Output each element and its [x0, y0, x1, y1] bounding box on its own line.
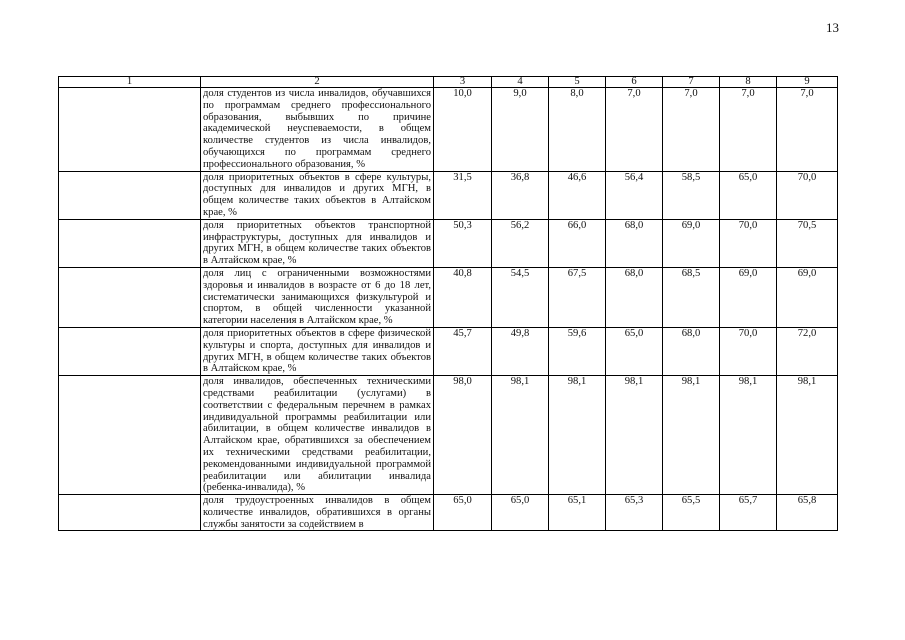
value-cell: 66,0	[549, 219, 606, 267]
empty-cell	[59, 376, 201, 495]
value-cell: 7,0	[606, 88, 663, 172]
indicator-description: доля приоритетных объектов транспортной инфраструктуры, доступных для инвалидов и других МГН, в общем количестве таких объектов в Алтайском крае, %	[201, 219, 434, 267]
value-cell: 65,8	[777, 495, 838, 531]
value-cell: 59,6	[549, 327, 606, 375]
column-header: 2	[201, 77, 434, 88]
value-cell: 70,0	[720, 219, 777, 267]
value-cell: 98,0	[434, 376, 492, 495]
value-cell: 65,7	[720, 495, 777, 531]
value-cell: 68,0	[606, 267, 663, 327]
value-cell: 8,0	[549, 88, 606, 172]
column-header: 3	[434, 77, 492, 88]
value-cell: 56,4	[606, 171, 663, 219]
value-cell: 65,5	[663, 495, 720, 531]
column-header: 1	[59, 77, 201, 88]
value-cell: 67,5	[549, 267, 606, 327]
value-cell: 68,5	[663, 267, 720, 327]
value-cell: 69,0	[777, 267, 838, 327]
indicator-description: доля студентов из числа инвалидов, обучавшихся по программам среднего профессионального образования, выбывших по причине академической неуспеваемости, в общем количестве студентов из числа инвалидов, обучающихся по программам среднего профессионального образования, %	[201, 88, 434, 172]
empty-cell	[59, 171, 201, 219]
table-header-row	[59, 77, 838, 88]
table-row	[59, 376, 838, 495]
value-cell: 9,0	[492, 88, 549, 172]
value-cell: 65,0	[720, 171, 777, 219]
table-row	[59, 495, 838, 531]
table-row	[59, 171, 838, 219]
page-number: 13	[826, 20, 839, 35]
column-header: 4	[492, 77, 549, 88]
value-cell: 54,5	[492, 267, 549, 327]
value-cell: 72,0	[777, 327, 838, 375]
table-row	[59, 327, 838, 375]
value-cell: 45,7	[434, 327, 492, 375]
column-header: 8	[720, 77, 777, 88]
value-cell: 69,0	[720, 267, 777, 327]
value-cell: 68,0	[606, 219, 663, 267]
value-cell: 40,8	[434, 267, 492, 327]
empty-cell	[59, 327, 201, 375]
indicator-description: доля приоритетных объектов в сфере физической культуры и спорта, доступных для инвалидов и других МГН, в общем количестве таких объектов в Алтайском крае, %	[201, 327, 434, 375]
value-cell: 98,1	[663, 376, 720, 495]
value-cell: 98,1	[777, 376, 838, 495]
table-row	[59, 88, 838, 172]
indicator-description: доля инвалидов, обеспеченных техническими средствами реабилитации (услугами) в соответствии с федеральным перечнем в рамках индивидуальной программы реабилитации или абилитации, в общем количестве инвалидов в Алтайском крае, обратившихся за обеспечением их техническими средствами реабилитации, рекомендованными индивидуальной программой реабилитации или абилитации инвалида (ребенка-инвалида), %	[201, 376, 434, 495]
table-row	[59, 219, 838, 267]
value-cell: 70,0	[777, 171, 838, 219]
value-cell: 65,0	[492, 495, 549, 531]
value-cell: 7,0	[720, 88, 777, 172]
value-cell: 36,8	[492, 171, 549, 219]
table-row	[59, 267, 838, 327]
empty-cell	[59, 219, 201, 267]
value-cell: 7,0	[777, 88, 838, 172]
column-header: 5	[549, 77, 606, 88]
value-cell: 58,5	[663, 171, 720, 219]
value-cell: 50,3	[434, 219, 492, 267]
indicator-description: доля трудоустроенных инвалидов в общем количестве инвалидов, обратившихся в органы службы занятости за содействием в	[201, 495, 434, 531]
column-header: 6	[606, 77, 663, 88]
value-cell: 65,3	[606, 495, 663, 531]
value-cell: 98,1	[492, 376, 549, 495]
indicators-table	[58, 76, 838, 531]
value-cell: 68,0	[663, 327, 720, 375]
value-cell: 10,0	[434, 88, 492, 172]
value-cell: 7,0	[663, 88, 720, 172]
value-cell: 65,1	[549, 495, 606, 531]
value-cell: 65,0	[434, 495, 492, 531]
value-cell: 98,1	[549, 376, 606, 495]
empty-cell	[59, 267, 201, 327]
value-cell: 70,0	[720, 327, 777, 375]
value-cell: 98,1	[720, 376, 777, 495]
value-cell: 69,0	[663, 219, 720, 267]
value-cell: 65,0	[606, 327, 663, 375]
value-cell: 70,5	[777, 219, 838, 267]
value-cell: 98,1	[606, 376, 663, 495]
column-header: 9	[777, 77, 838, 88]
column-header: 7	[663, 77, 720, 88]
indicator-description: доля приоритетных объектов в сфере культуры, доступных для инвалидов и других МГН, в общем количестве таких объектов в Алтайском крае, %	[201, 171, 434, 219]
value-cell: 56,2	[492, 219, 549, 267]
indicator-description: доля лиц с ограниченными возможностями здоровья и инвалидов в возрасте от 6 до 18 лет, систематически занимающихся физкультурой и спортом, в общей численности указанной категории населения в Алтайском крае, %	[201, 267, 434, 327]
empty-cell	[59, 88, 201, 172]
value-cell: 49,8	[492, 327, 549, 375]
value-cell: 46,6	[549, 171, 606, 219]
value-cell: 31,5	[434, 171, 492, 219]
empty-cell	[59, 495, 201, 531]
